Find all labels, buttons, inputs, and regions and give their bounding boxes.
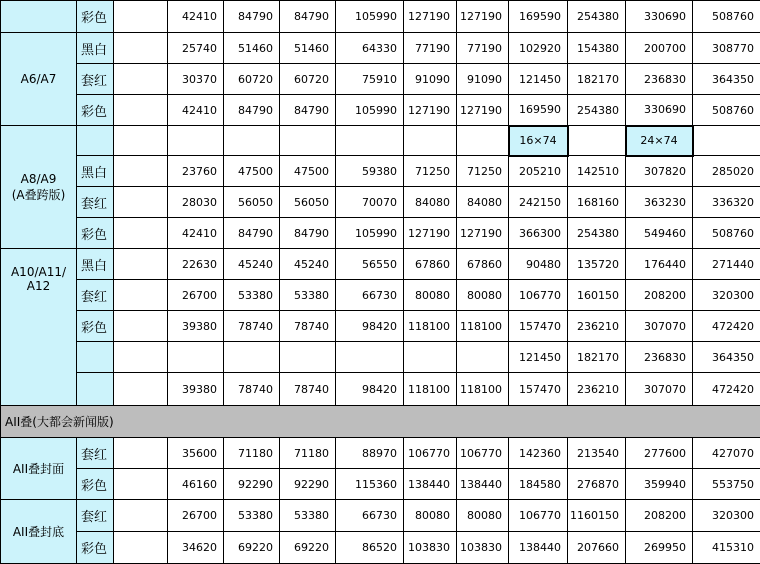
table-cell: 307070 — [626, 373, 693, 406]
table-cell: 39380 — [168, 373, 224, 406]
table-cell: 182170 — [568, 64, 626, 95]
table-cell: 78740 — [280, 311, 336, 342]
edition-label: A6/A7 — [1, 33, 77, 126]
table-cell: 307820 — [626, 156, 693, 187]
table-cell: 135720 — [568, 249, 626, 280]
table-cell: 90480 — [509, 249, 568, 280]
table-cell: 276870 — [568, 469, 626, 500]
table-cell: 236210 — [568, 311, 626, 342]
table-cell — [693, 126, 760, 156]
table-cell: 508760 — [693, 95, 760, 126]
table-cell: 359940 — [626, 469, 693, 500]
table-cell: 60720 — [280, 64, 336, 95]
table-cell: 26700 — [168, 500, 224, 532]
table-cell: 66730 — [336, 280, 404, 311]
table-cell: 56050 — [224, 187, 280, 218]
table-cell: 236210 — [568, 373, 626, 406]
table-cell: 182170 — [568, 342, 626, 373]
table-cell: 106770 — [457, 438, 509, 469]
table-cell: 106770 — [509, 280, 568, 311]
table-cell: 142360 — [509, 438, 568, 469]
table-cell: 169590 — [509, 95, 568, 126]
table-cell: 98420 — [336, 373, 404, 406]
table-cell: 22630 — [168, 249, 224, 280]
table-cell — [114, 156, 168, 187]
table-cell: 34620 — [168, 532, 224, 564]
table-cell: 47500 — [280, 156, 336, 187]
table-cell — [336, 342, 404, 373]
table-cell — [114, 373, 168, 406]
table-cell: 127190 — [404, 95, 457, 126]
table-cell: 271440 — [693, 249, 760, 280]
table-cell — [114, 95, 168, 126]
table-row — [1, 249, 760, 280]
table-cell: 330690 — [626, 95, 693, 126]
table-cell: 472420 — [693, 311, 760, 342]
table-cell: 330690 — [626, 1, 693, 33]
table-cell: 84080 — [457, 187, 509, 218]
table-cell: 415310 — [693, 532, 760, 564]
table-row — [1, 218, 760, 249]
table-cell: 56550 — [336, 249, 404, 280]
table-cell: 51460 — [280, 33, 336, 64]
table-cell: 80080 — [404, 280, 457, 311]
table-cell: 105990 — [336, 1, 404, 33]
table-cell — [114, 438, 168, 469]
table-cell: 53380 — [224, 500, 280, 532]
table-cell: 78740 — [280, 373, 336, 406]
table-cell: 103830 — [404, 532, 457, 564]
table-cell: 46160 — [168, 469, 224, 500]
table-cell: 121450 — [509, 64, 568, 95]
table-cell: 472420 — [693, 373, 760, 406]
table-row — [1, 33, 760, 64]
table-cell: 71180 — [224, 438, 280, 469]
color-type-cell: 黑白 — [77, 33, 114, 64]
table-cell: 242150 — [509, 187, 568, 218]
table-cell: 80080 — [457, 500, 509, 532]
table-cell: 118100 — [404, 311, 457, 342]
table-cell: 53380 — [224, 280, 280, 311]
table-cell: 254380 — [568, 95, 626, 126]
color-type-cell: 套红 — [77, 280, 114, 311]
table-cell: 127190 — [457, 1, 509, 33]
table-cell: 64330 — [336, 33, 404, 64]
table-cell: 138440 — [457, 469, 509, 500]
table-cell: 336320 — [693, 187, 760, 218]
table-cell: 285020 — [693, 156, 760, 187]
table-cell: 88970 — [336, 438, 404, 469]
table-cell: 92290 — [280, 469, 336, 500]
table-cell — [114, 311, 168, 342]
table-cell: 277600 — [626, 438, 693, 469]
table-row — [1, 156, 760, 187]
table-cell: 80080 — [457, 280, 509, 311]
table-cell: 118100 — [404, 373, 457, 406]
edition-label-line1: A8/A9 — [21, 172, 57, 186]
edition-label: AII叠封面 — [1, 438, 77, 500]
table-cell: 69220 — [224, 532, 280, 564]
color-type-cell — [77, 126, 114, 156]
table-cell: 51460 — [224, 33, 280, 64]
table-cell: 105990 — [336, 218, 404, 249]
edition-label — [1, 1, 77, 33]
table-cell: 45240 — [280, 249, 336, 280]
table-cell: 320300 — [693, 500, 760, 532]
table-row — [1, 469, 760, 500]
edition-label: AII叠封底 — [1, 500, 77, 564]
table-cell: 67860 — [457, 249, 509, 280]
edition-label — [1, 126, 77, 249]
color-type-cell — [77, 342, 114, 373]
table-cell: 106770 — [509, 500, 568, 532]
table-cell: 307070 — [626, 311, 693, 342]
color-type-cell: 彩色 — [77, 218, 114, 249]
table-row — [1, 500, 760, 532]
table-row — [1, 95, 760, 126]
table-cell: 154380 — [568, 33, 626, 64]
table-cell: 84080 — [404, 187, 457, 218]
table-cell: 71180 — [280, 438, 336, 469]
size-note-cell: 16×74 — [509, 126, 568, 156]
table-cell: 121450 — [509, 342, 568, 373]
table-cell — [114, 500, 168, 532]
table-cell: 160150 — [568, 280, 626, 311]
table-cell — [114, 126, 168, 156]
table-cell: 80080 — [404, 500, 457, 532]
table-cell: 91090 — [457, 64, 509, 95]
table-cell — [224, 342, 280, 373]
table-cell — [114, 33, 168, 64]
table-cell: 69220 — [280, 532, 336, 564]
table-cell: 86520 — [336, 532, 404, 564]
table-cell: 25740 — [168, 33, 224, 64]
table-cell: 91090 — [404, 64, 457, 95]
table-cell: 23760 — [168, 156, 224, 187]
table-cell: 364350 — [693, 64, 760, 95]
table-cell — [114, 64, 168, 95]
table-cell: 66730 — [336, 500, 404, 532]
table-cell: 42410 — [168, 218, 224, 249]
table-cell: 105990 — [336, 95, 404, 126]
table-cell — [114, 249, 168, 280]
section-title: AII叠(大都会新闻版) — [1, 406, 760, 438]
table-cell: 208200 — [626, 280, 693, 311]
table-cell: 60720 — [224, 64, 280, 95]
table-cell — [114, 187, 168, 218]
table-cell: 176440 — [626, 249, 693, 280]
table-cell: 157470 — [509, 311, 568, 342]
table-cell: 549460 — [626, 218, 693, 249]
table-cell: 84790 — [280, 218, 336, 249]
table-cell: 236830 — [626, 64, 693, 95]
table-cell: 157470 — [509, 373, 568, 406]
color-type-cell: 彩色 — [77, 469, 114, 500]
table-cell: 127190 — [457, 218, 509, 249]
table-cell: 508760 — [693, 218, 760, 249]
table-cell: 71250 — [404, 156, 457, 187]
table-cell: 169590 — [509, 1, 568, 33]
color-type-cell: 彩色 — [77, 1, 114, 33]
table-cell — [457, 342, 509, 373]
table-cell: 208200 — [626, 500, 693, 532]
table-cell: 115360 — [336, 469, 404, 500]
table-cell — [114, 218, 168, 249]
table-cell — [114, 1, 168, 33]
table-cell: 47500 — [224, 156, 280, 187]
table-cell: 364350 — [693, 342, 760, 373]
table-cell: 26700 — [168, 280, 224, 311]
table-cell: 207660 — [568, 532, 626, 564]
table-cell: 254380 — [568, 218, 626, 249]
edition-label-line2: A12 — [27, 279, 50, 293]
table-cell: 184580 — [509, 469, 568, 500]
table-cell: 427070 — [693, 438, 760, 469]
color-type-cell: 套红 — [77, 438, 114, 469]
table-cell: 200700 — [626, 33, 693, 64]
table-cell: 42410 — [168, 1, 224, 33]
table-cell: 205210 — [509, 156, 568, 187]
color-type-cell — [77, 373, 114, 406]
table-row — [1, 126, 760, 156]
table-cell: 71250 — [457, 156, 509, 187]
table-row — [1, 438, 760, 469]
color-type-cell: 彩色 — [77, 311, 114, 342]
table-cell: 98420 — [336, 311, 404, 342]
table-cell: 127190 — [404, 1, 457, 33]
table-cell: 39380 — [168, 311, 224, 342]
table-cell — [280, 126, 336, 156]
table-row — [1, 342, 760, 373]
color-type-cell: 黑白 — [77, 249, 114, 280]
color-type-cell: 套红 — [77, 187, 114, 218]
edition-label-line1: A10/A11/ — [11, 265, 66, 279]
table-cell: 363230 — [626, 187, 693, 218]
table-row — [1, 187, 760, 218]
table-cell: 269950 — [626, 532, 693, 564]
table-row — [1, 280, 760, 311]
table-cell: 70070 — [336, 187, 404, 218]
table-cell: 53380 — [280, 500, 336, 532]
table-cell: 59380 — [336, 156, 404, 187]
size-note-cell: 24×74 — [626, 126, 693, 156]
table-cell: 56050 — [280, 187, 336, 218]
color-type-cell: 黑白 — [77, 156, 114, 187]
table-cell — [404, 342, 457, 373]
table-cell: 75910 — [336, 64, 404, 95]
edition-label — [1, 249, 77, 406]
table-cell: 84790 — [224, 1, 280, 33]
table-cell: 366300 — [509, 218, 568, 249]
table-cell — [114, 469, 168, 500]
table-row — [1, 1, 760, 33]
table-row — [1, 311, 760, 342]
color-type-cell: 彩色 — [77, 532, 114, 564]
color-type-cell: 彩色 — [77, 95, 114, 126]
table-cell: 35600 — [168, 438, 224, 469]
table-cell: 127190 — [457, 95, 509, 126]
table-cell — [336, 126, 404, 156]
table-cell: 106770 — [404, 438, 457, 469]
table-cell: 42410 — [168, 95, 224, 126]
table-cell: 138440 — [509, 532, 568, 564]
table-cell: 508760 — [693, 1, 760, 33]
table-cell: 78740 — [224, 311, 280, 342]
table-cell — [168, 342, 224, 373]
table-cell: 118100 — [457, 311, 509, 342]
table-cell: 53380 — [280, 280, 336, 311]
table-row — [1, 373, 760, 406]
table-cell: 236830 — [626, 342, 693, 373]
table-row — [1, 406, 760, 438]
table-cell: 138440 — [404, 469, 457, 500]
table-cell — [168, 126, 224, 156]
table-cell: 84790 — [224, 95, 280, 126]
table-cell: 118100 — [457, 373, 509, 406]
table-cell — [224, 126, 280, 156]
table-cell: 102920 — [509, 33, 568, 64]
table-cell: 30370 — [168, 64, 224, 95]
table-cell: 78740 — [224, 373, 280, 406]
table-cell: 553750 — [693, 469, 760, 500]
table-cell — [404, 126, 457, 156]
table-cell — [114, 280, 168, 311]
table-cell: 213540 — [568, 438, 626, 469]
table-cell — [280, 342, 336, 373]
table-cell: 84790 — [224, 218, 280, 249]
table-cell: 84790 — [280, 1, 336, 33]
table-cell — [114, 342, 168, 373]
table-cell: 92290 — [224, 469, 280, 500]
table-cell: 127190 — [404, 218, 457, 249]
table-cell: 254380 — [568, 1, 626, 33]
table-cell: 320300 — [693, 280, 760, 311]
color-type-cell: 套红 — [77, 500, 114, 532]
edition-label-line2: (A叠跨版) — [12, 188, 66, 202]
table-row — [1, 64, 760, 95]
table-cell — [457, 126, 509, 156]
table-cell: 77190 — [404, 33, 457, 64]
table-cell: 28030 — [168, 187, 224, 218]
table-cell — [568, 126, 626, 156]
table-cell: 84790 — [280, 95, 336, 126]
table-cell: 77190 — [457, 33, 509, 64]
color-type-cell: 套红 — [77, 64, 114, 95]
table-cell: 142510 — [568, 156, 626, 187]
table-cell: 103830 — [457, 532, 509, 564]
table-cell: 168160 — [568, 187, 626, 218]
table-cell: 1160150 — [568, 500, 626, 532]
table-cell: 308770 — [693, 33, 760, 64]
table-cell: 67860 — [404, 249, 457, 280]
table-cell: 45240 — [224, 249, 280, 280]
